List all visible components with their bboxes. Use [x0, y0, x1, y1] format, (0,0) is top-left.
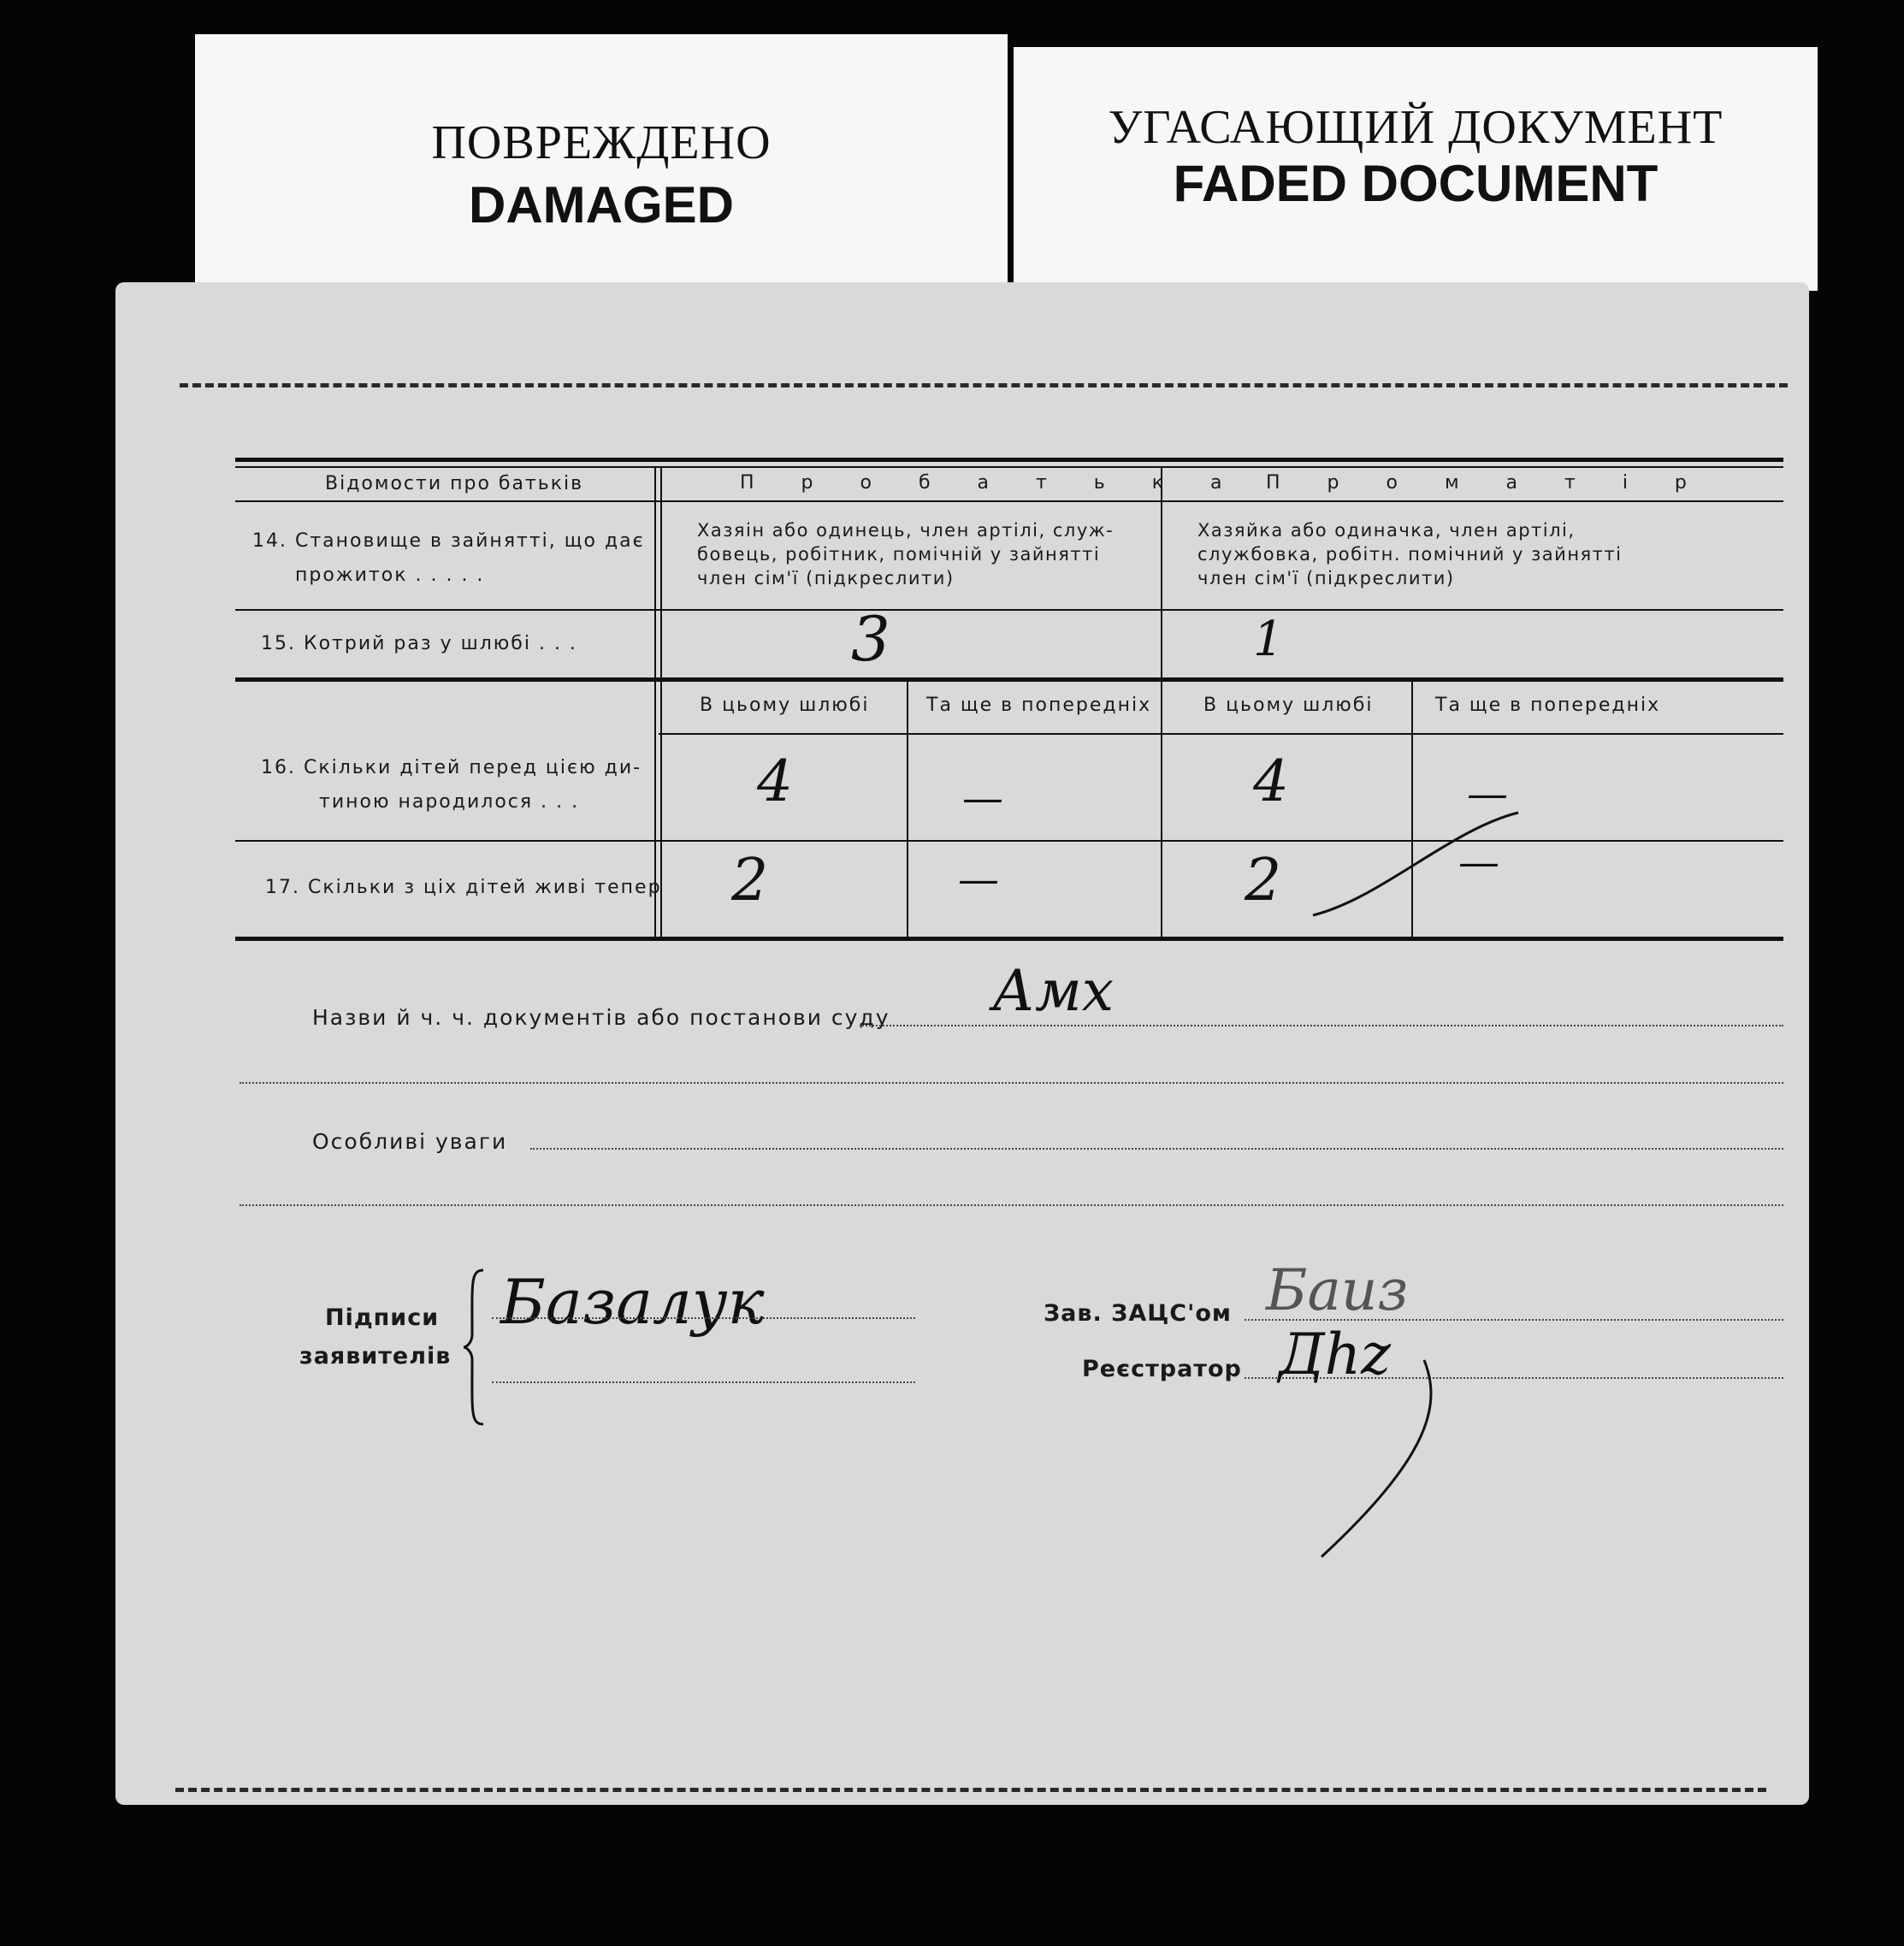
table-top-rule-2: [235, 466, 1783, 468]
remarks-label: Особливі уваги: [312, 1129, 508, 1154]
sub-father-this: В цьому шлюбі: [700, 695, 870, 716]
sub-mother-previous: Та ще в попередніх: [1435, 695, 1661, 716]
row14-mother-3: член сім'ї (підкреслити): [1197, 568, 1455, 589]
row14-father-2: бовець, робітник, помічній у зайнятті: [697, 544, 1101, 565]
documents-dotline-2: [239, 1082, 1783, 1084]
perforation-bottom: [175, 1788, 1766, 1792]
head-signature: Баиз: [1266, 1257, 1409, 1323]
faded-label-ru: УГАСАЮЩИЙ ДОКУМЕНТ: [1108, 101, 1724, 154]
row17-father-this: 2: [731, 847, 769, 914]
row16-mother-previous: —: [1467, 770, 1508, 818]
col-header-left: Відомости про батьків: [325, 473, 584, 494]
row15-label: 15. Котрий раз у шлюбі . . .: [261, 633, 577, 654]
row14-mother-1: Хазяйка або одиначка, член артілі,: [1197, 520, 1576, 541]
row17-label: 17. Скільки з ціх дітей живі тепер: [265, 877, 662, 898]
row17-mother-this: 2: [1245, 847, 1282, 914]
col-header-mother: П р о м а т і р: [1266, 472, 1707, 494]
table-rule: [235, 609, 1783, 611]
col-header-father: П р о б а т ь к а: [740, 472, 1243, 494]
row14-label-1: 14. Становище в зайнятті, що дає: [252, 530, 645, 552]
table-rule-thick: [235, 677, 1783, 682]
table-rule: [659, 733, 1783, 735]
strike-stroke: [1262, 796, 1570, 932]
row16-label-2: тиною народилося . . .: [319, 791, 580, 813]
row15-father-value: 3: [851, 603, 890, 675]
row14-label-2: прожиток . . . . .: [295, 565, 485, 586]
row17-father-previous: —: [958, 855, 999, 903]
row16-father-this: 4: [757, 748, 793, 814]
row16-mother-this: 4: [1253, 748, 1289, 814]
perforation-top: [180, 383, 1788, 387]
faded-label-card: [1014, 47, 1818, 291]
applicant-dotline-1: [492, 1317, 915, 1319]
row16-father-previous: —: [962, 774, 1003, 822]
row14-mother-2: службовка, робітн. помічний у зайнятті: [1197, 544, 1623, 565]
row14-father-1: Хазяін або одинець, член артілі, служ-: [697, 520, 1115, 541]
remarks-dotline: [530, 1148, 1783, 1150]
signature-brace: [462, 1266, 488, 1428]
table-col-divider: [654, 466, 656, 937]
registrar-label: Реєстратор: [1082, 1356, 1242, 1382]
damaged-label-en: DAMAGED: [469, 176, 734, 234]
row17-mother-previous: —: [1458, 838, 1499, 886]
sub-father-previous: Та ще в попередніх: [926, 695, 1152, 716]
table-top-rule: [235, 458, 1783, 462]
table-col-divider: [660, 466, 662, 937]
table-bottom-rule: [235, 937, 1783, 941]
damaged-label-ru: ПОВРЕЖДЕНО: [431, 116, 772, 169]
row14-father-3: член сім'ї (підкреслити): [697, 568, 955, 589]
sub-mother-this: В цьому шлюбі: [1203, 695, 1374, 716]
row15-mother-value: 1: [1253, 612, 1284, 667]
row16-label-1: 16. Скільки дітей перед цією ди-: [261, 757, 642, 778]
registrar-signature-tail: [1313, 1352, 1484, 1565]
applicant-dotline-2: [492, 1381, 915, 1383]
faded-label-en: FADED DOCUMENT: [1173, 155, 1659, 212]
applicants-label-2: заявителів: [299, 1343, 452, 1369]
registrar-signature: Дhz: [1279, 1322, 1391, 1387]
remarks-dotline-2: [239, 1204, 1783, 1206]
document-sheet: [115, 282, 1809, 1805]
table-rule: [235, 500, 1783, 502]
table-col-divider: [1161, 466, 1162, 937]
documents-dotline: [860, 1025, 1783, 1026]
damaged-label-card: [195, 34, 1008, 291]
documents-label: Назви й ч. ч. документів або постанови суду: [312, 1005, 890, 1030]
table-col-divider: [907, 677, 908, 937]
documents-value: Амх: [992, 958, 1114, 1024]
head-label: Зав. ЗАЦС'ом: [1044, 1300, 1232, 1327]
applicants-label-1: Підписи: [325, 1304, 440, 1331]
applicant-signature: Базалук: [500, 1266, 765, 1338]
